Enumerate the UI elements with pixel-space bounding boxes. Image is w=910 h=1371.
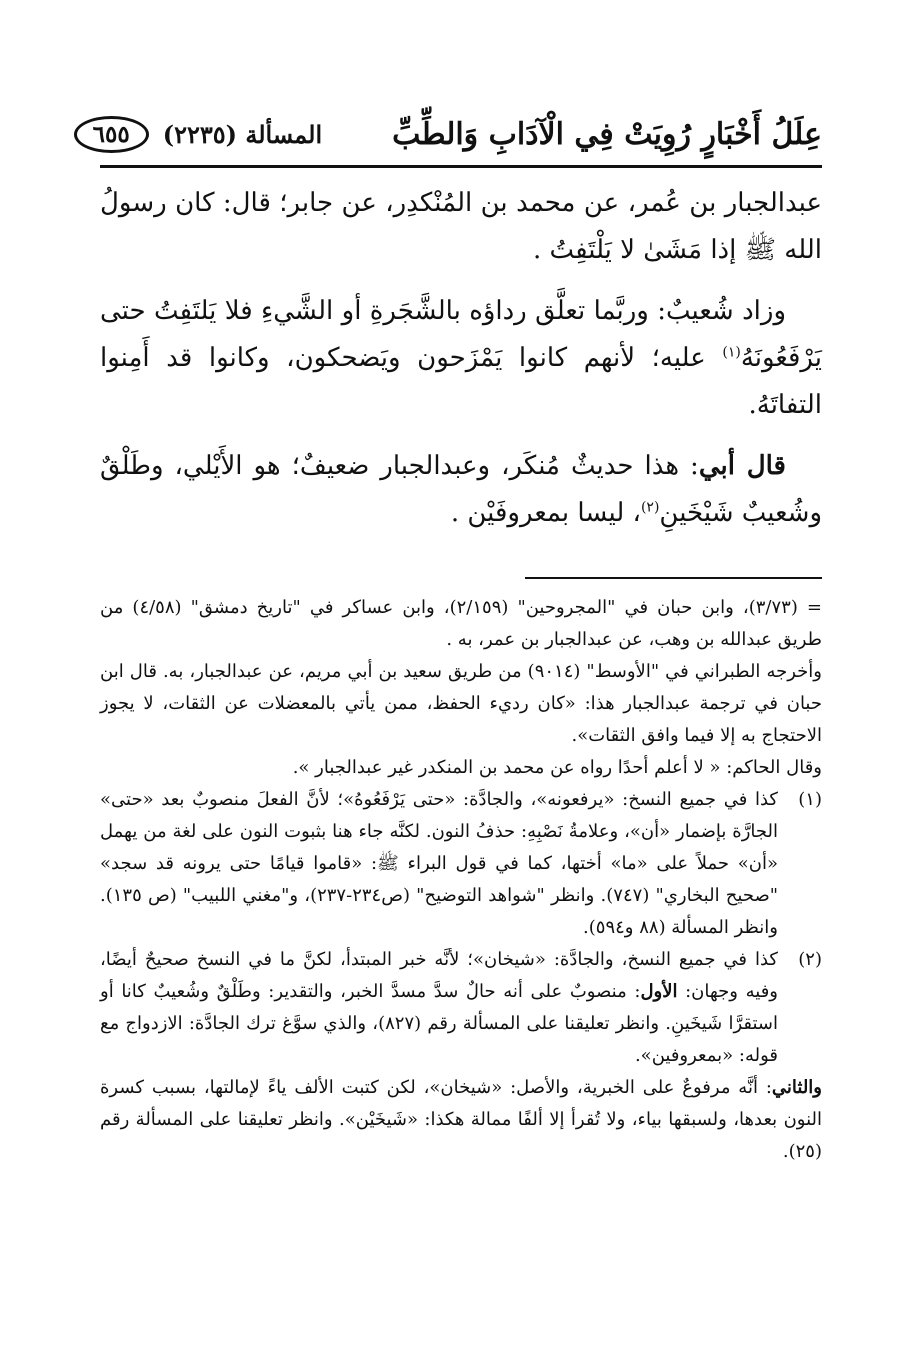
footnotes bbox=[100, 592, 822, 1168]
footnote-number: (٢) bbox=[798, 949, 822, 970]
issue-label: المسألة (٢٢٣٥) bbox=[162, 119, 323, 149]
footnote-label: الأول bbox=[640, 981, 678, 1002]
page-number: ٦٥٥ bbox=[74, 116, 149, 153]
footnote-text-part: : أنَّه مرفوعٌ على الخبرية، والأصل: «شيخان»، لكن كتبت الألف ياءً لإمالتها، بسبب كسرة النون بعدها، ولسبقها بياء، ولا تُقرأ إلا ألفًا ممالة هكذا: «شَيخَيْن». وانظر تعليقنا على المسألة رقم (٢٥). bbox=[100, 1077, 822, 1162]
footnote-text bbox=[100, 944, 778, 1072]
footnote-ref-1[interactable]: (١) bbox=[722, 344, 741, 361]
footnote-2 bbox=[100, 944, 822, 1072]
paragraph-2 bbox=[100, 288, 822, 429]
main-text bbox=[100, 180, 822, 551]
footnote-number: (١) bbox=[798, 789, 822, 810]
paragraph-3 bbox=[100, 443, 822, 537]
footnote-ref-2[interactable]: (٢) bbox=[640, 499, 660, 516]
book-title: عِلَلُ أَخْبَارٍ رُوِيَتْ فِي الْآدَابِ وَالطِّبِّ bbox=[392, 116, 822, 152]
footnote-label: والثاني bbox=[771, 1077, 822, 1098]
footnote-text-part: : منصوبٌ على أنه حالٌ سدَّ مسدَّ الخبر، والتقدير: وطَلْقٌ وشُعيبٌ كانا أو استقرَّا شَيخَينِ. وانظر تعليقنا على المسألة رقم (٨٢٧)، والذي سوَّغ ترك الجادَّة: الازدواج مع قوله: «بمعروفين». bbox=[100, 981, 778, 1066]
header-divider bbox=[100, 165, 822, 168]
paragraph-2-text-end: عليه؛ لأنهم كانوا يَمْزَحون ويَضحكون، وكانوا قد أَمِنوا التفاتَهُ. bbox=[100, 343, 822, 420]
footnote-continuation: = (٣/٧٣)، وابن حبان في "المجروحين" (٢/١٥٩)، وابن عساكر في "تاريخ دمشق" (٤/٥٨) من طريق عبدالله بن وهب، عن عبدالجبار بن عمر، به . bbox=[100, 597, 822, 650]
running-header bbox=[92, 108, 822, 160]
footnote-continuation: وقال الحاكم: « لا أعلم أحدًا رواه عن محمد بن المنكدر غير عبدالجبار ». bbox=[292, 757, 822, 778]
footnote-2-continuation bbox=[100, 1072, 822, 1168]
paragraph-1 bbox=[100, 180, 822, 274]
footnote-1 bbox=[100, 784, 822, 944]
paragraph-1-text: عبدالجبار بن عُمر، عن محمد بن المُنْكدِر، عن جابر؛ قال: كان رسولُ الله ﷺ إذا مَشَىٰ لا يَلْتَفِتُ . bbox=[100, 188, 822, 265]
footnote-continuation: وأخرجه الطبراني في "الأوسط" (٩٠١٤) من طريق سعيد بن أبي مريم، عن عبدالجبار، به. قال ابن حبان في ترجمة عبدالجبار هذا: «كان رديء الحفظ، ممن يأتي بالمعضلات عن الثقات، لا يجوز الاحتجاج به إلا فيما وافق الثقات». bbox=[100, 661, 822, 746]
paragraph-3-text-end: ، ليسا بمعروفَيْن . bbox=[450, 498, 641, 528]
paragraph-3-text: : هذا حديثٌ مُنكَر، وعبدالجبار ضعيفٌ؛ هو الأَيْلي، وطَلْقٌ وشُعيبٌ شَيْخَينِ bbox=[100, 451, 822, 528]
footnote-text-part: كذا في جميع النسخ، والجادَّة: «شيخان»؛ لأنَّه خبر المبتدأ، لكنَّ ما في النسخ صحيحٌ أيضًا، وفيه وجهان: bbox=[100, 949, 778, 1002]
paragraph-2-text: وزاد شُعيبٌ: وربَّما تعلَّق رداؤه بالشَّجَرةِ أو الشَّيءِ فلا يَلتَفِتُ حتى يَرْفَعُونَهُ bbox=[100, 296, 822, 373]
footnote-divider bbox=[525, 577, 822, 579]
speaker-label: قال أبي bbox=[698, 451, 786, 481]
footnote-text: كذا في جميع النسخ: «يرفعونه»، والجادَّة: «حتى يَرْفَعُوهُ»؛ لأنَّ الفعلَ منصوبٌ بعد «حتى» الجارَّة بإضمار «أن»، وعلامةُ نَصْبِهِ: حذفُ النون. لكنَّه جاء هنا بثبوت النون على لغة من يهمل «أن» حملاً على «ما» أختها، كما في قول البراء ﷺ: «قاموا قيامًا حتى يرونه قد سجد» "صحيح البخاري" (٧٤٧). وانظر "شواهد التوضيح" (ص٢٣٤-٢٣٧)، و"مغني اللبيب" (ص ١٣٥). وانظر المسألة (٨٨ و٥٩٤). bbox=[100, 789, 779, 938]
